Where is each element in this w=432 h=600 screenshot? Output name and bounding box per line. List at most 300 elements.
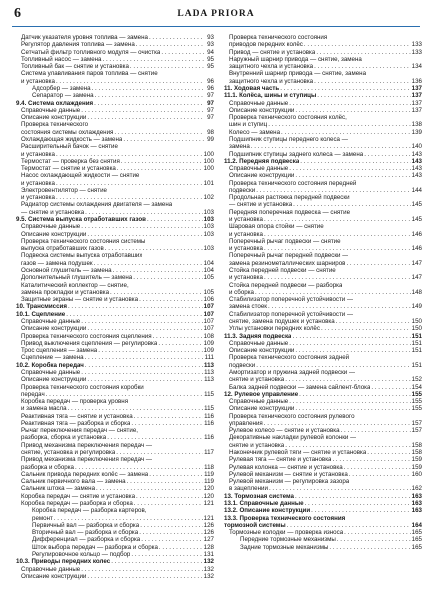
dot-leader: [316, 49, 410, 56]
toc-entry: [224, 252, 422, 259]
toc-entry-title: Сальник штока — замена: [21, 485, 96, 493]
toc-entry-title: Стабилизатор поперечной устойчивости —: [229, 310, 354, 318]
toc-entry-title: Рулевой механизм — регулировка зазора: [229, 478, 350, 486]
toc-entry: [16, 56, 214, 63]
toc-entry: [224, 318, 422, 325]
dot-leader: [68, 405, 204, 412]
toc-entry-title: 13. Тормозная система: [224, 492, 294, 500]
toc-entry-title: Привод — снятие и установка: [229, 48, 316, 56]
toc-entry-title: Охлаждающая жидкость — замена: [21, 135, 123, 143]
dot-leader: [332, 456, 410, 463]
dot-leader: [68, 303, 203, 310]
toc-entry-title: 10. Трансмиссия: [16, 303, 67, 311]
toc-entry-page: 119: [204, 478, 214, 486]
toc-entry-title: Описание конструкции: [229, 405, 295, 413]
toc-entry-page: 131: [203, 550, 214, 558]
toc-entry-page: 100: [203, 150, 214, 158]
dot-leader: [131, 420, 203, 427]
dot-leader: [336, 318, 411, 325]
dot-leader: [305, 500, 411, 507]
toc-entry-page: 152: [411, 376, 422, 384]
toc-entry: [224, 70, 422, 77]
toc-section-heading: [224, 493, 422, 500]
toc-entry: [16, 172, 214, 179]
toc-entry: [16, 85, 214, 92]
dot-leader: [344, 529, 411, 536]
toc-section-heading: [16, 362, 214, 369]
toc-entry-page: 132: [203, 572, 214, 580]
toc-entry: [16, 398, 214, 405]
toc-entry-title: в зацеплении: [229, 485, 268, 493]
toc-entry-title: Подшипник ступицы заднего колеса — замена: [229, 150, 364, 158]
toc-entry-title: Коробка передач — разборка картеров,: [32, 507, 147, 515]
toc-entry: [224, 121, 422, 128]
toc-entry-title: Описание конструкции: [229, 347, 295, 355]
toc-entry-page: 109: [203, 347, 214, 355]
dot-leader: [293, 201, 411, 208]
toc-entry-title: и установка: [229, 274, 263, 282]
toc-entry-title: Топливный бак — снятие и установка: [21, 63, 129, 71]
toc-entry: [16, 405, 214, 412]
toc-section-heading: [224, 522, 422, 529]
dot-leader: [287, 522, 411, 529]
toc-entry-title: Привод механизма переключения передач —: [21, 456, 153, 464]
toc-entry-page: 155: [411, 390, 422, 398]
toc-entry-title: Задние тормозные механизмы: [240, 543, 329, 551]
dot-leader: [56, 151, 203, 158]
toc-entry-title: Углы установки передних колёс: [229, 325, 320, 333]
toc-entry-title: Справочные данные: [21, 223, 81, 231]
toc-entry-title: Первичный вал — разборка и сборка: [32, 521, 140, 529]
toc-entry-page: 120: [203, 492, 214, 500]
toc-entry-page: 108: [203, 332, 214, 340]
toc-entry: [16, 187, 214, 194]
toc-entry-title: Сальник первичного вала — замена: [21, 478, 126, 486]
toc-entry-title: Вторичный вал — разборка и сборка: [32, 529, 139, 537]
toc-entry-page: 149: [411, 303, 422, 311]
toc-entry: [224, 354, 422, 361]
toc-entry-page: 165: [411, 536, 422, 544]
toc-entry-title: 13.2. Описание конструкции: [224, 507, 311, 515]
toc-entry-title: Регулятор давления топлива — замена: [21, 41, 135, 49]
dot-leader: [139, 529, 202, 536]
toc-entry-title: защитного чехла и установка: [229, 63, 314, 71]
dot-leader: [54, 515, 203, 522]
toc-entry-title: тормозной системы: [224, 521, 286, 529]
toc-entry-title: 11.1. Колёса, шины и ступицы: [224, 92, 317, 100]
dot-leader: [295, 493, 411, 500]
toc-entry-page: 116: [204, 412, 214, 420]
toc-entry-title: Справочные данные: [229, 339, 289, 347]
toc-entry-title: Стойка передней подвески — снятие: [229, 267, 336, 274]
toc-entry-page: 107: [203, 325, 214, 333]
toc-entry: [16, 485, 214, 492]
toc-entry-title: и установка: [21, 194, 55, 202]
toc-entry-page: 96: [207, 84, 214, 92]
toc-entry-page: 105: [203, 288, 214, 296]
toc-entry-page: 103: [203, 245, 214, 253]
toc-entry-page: 93: [207, 41, 214, 49]
dot-leader: [285, 376, 410, 383]
toc-entry: [16, 515, 214, 522]
toc-entry-title: передач: [21, 390, 45, 398]
toc-entry-page: 107: [203, 317, 214, 325]
toc-entry-page: 160: [411, 470, 422, 478]
dot-leader: [304, 41, 411, 48]
toc-entry-title: Сепаратор — замена: [32, 92, 94, 100]
toc-entry: [224, 485, 422, 492]
toc-entry-page: 145: [411, 216, 422, 224]
toc-entry: [224, 303, 422, 310]
dot-leader: [268, 121, 410, 128]
toc-entry: [224, 143, 422, 150]
toc-entry-title: Реактивная тяга — разборка и сборка: [21, 419, 131, 427]
toc-entry-title: Электровентилятор — снятие: [21, 186, 107, 194]
toc-entry-title: разборка, сборка и установка: [21, 434, 107, 442]
toc-section-heading: [16, 311, 214, 318]
toc-entry-page: 109: [203, 339, 214, 347]
toc-entry: [16, 333, 214, 340]
dot-leader: [149, 471, 203, 478]
dot-leader: [329, 544, 410, 551]
toc-entry: [224, 384, 422, 391]
dot-leader: [149, 34, 204, 41]
toc-entry: [16, 573, 214, 580]
toc-entry-title: Справочные данные: [21, 565, 81, 573]
toc-entry-title: и установка: [21, 150, 55, 158]
toc-entry-title: Термостат — проверка без снятия: [21, 157, 120, 165]
toc-entry-page: 134: [411, 63, 422, 71]
toc-entry-page: 116: [204, 434, 214, 442]
toc-entry-title: Проверка технического состояния системы: [21, 237, 146, 245]
toc-entry-title: 13.1. Справочные данные: [224, 500, 304, 507]
toc-entry: [224, 282, 422, 289]
dot-leader: [134, 500, 203, 507]
toc-entry-page: 103: [203, 208, 214, 216]
dot-leader: [85, 362, 203, 369]
dot-leader: [98, 347, 202, 354]
toc-section-heading: [224, 515, 422, 522]
toc-entry-title: управления: [229, 419, 263, 427]
toc-entry: [16, 136, 214, 143]
dot-leader: [136, 493, 203, 500]
toc-entry: [16, 340, 214, 347]
dot-leader: [281, 129, 411, 136]
dot-leader: [153, 333, 203, 340]
toc-entry-title: Амортизатор и пружина задней подвески —: [229, 368, 356, 376]
toc-entry: [224, 100, 422, 107]
dot-leader: [133, 274, 202, 281]
toc-entry: [224, 420, 422, 427]
dot-leader: [159, 544, 203, 551]
toc-entry-page: 103: [203, 216, 214, 224]
toc-entry-title: Радиатор системы охлаждения двигателя — замена: [21, 201, 173, 209]
toc-entry-title: Регулировочное кольцо — подбор: [32, 550, 131, 558]
toc-entry-title: Наружный шарнир привода — снятие, замена: [229, 55, 362, 63]
toc-entry-page: 137: [411, 99, 422, 107]
toc-entry-page: 157: [411, 419, 422, 427]
toc-entry-title: Рулевая колонка — снятие и установка: [229, 463, 343, 471]
dot-leader: [158, 340, 202, 347]
dot-leader: [95, 92, 204, 99]
toc-entry-title: Коробка передач — проверка уровня: [21, 398, 129, 406]
toc-entry-page: 121: [203, 514, 214, 522]
toc-entry: [224, 34, 422, 41]
toc-entry-title: 13.3. Проверка технического состояния: [224, 514, 346, 522]
dot-leader: [147, 216, 203, 223]
toc-entry-title: Подшипник ступицы переднего колеса —: [229, 135, 348, 143]
toc-entry-page: 155: [411, 405, 422, 413]
toc-entry: [16, 391, 214, 398]
toc-entry: [224, 129, 422, 136]
toc-entry-page: 97: [207, 92, 214, 100]
toc-entry-page: 164: [411, 521, 422, 529]
dot-leader: [341, 427, 411, 434]
toc-entry-page: 97: [207, 106, 214, 114]
dot-leader: [264, 231, 411, 238]
toc-entry: [16, 231, 214, 238]
book-title: LADA PRIORA: [177, 9, 255, 19]
toc-entry-title: и установка: [229, 230, 263, 238]
toc-section-heading: [224, 92, 422, 99]
toc-entry: [224, 544, 422, 551]
toc-entry: [224, 238, 422, 245]
dot-leader: [280, 85, 410, 92]
dot-leader: [349, 471, 411, 478]
toc-entry-page: 155: [411, 398, 422, 406]
toc-entry-title: Описание конструкции: [21, 376, 87, 384]
toc-entry: [224, 274, 422, 281]
toc-entry-title: и замена масла: [21, 405, 67, 413]
toc-entry-page: 94: [207, 48, 214, 56]
toc-entry-title: 9.4. Система охлаждения: [16, 99, 94, 107]
toc-entry-page: 165: [411, 543, 422, 551]
toc-entry: [16, 274, 214, 281]
toc-entry-page: 113: [204, 376, 214, 384]
toc-entry-page: 117: [204, 449, 214, 457]
toc-section-heading: [16, 100, 214, 107]
toc-entry: [224, 347, 422, 354]
toc-entry: [16, 369, 214, 376]
toc-entry: [224, 245, 422, 252]
dot-leader: [300, 158, 410, 165]
toc-entry: [16, 566, 214, 573]
toc-entry-title: Топливный насос — замена: [21, 55, 102, 63]
toc-entry-title: Адсорбер — замена: [32, 84, 91, 92]
toc-entry-title: Сетчатый фильтр топливного модуля — очистка: [21, 48, 161, 56]
toc-entry: [16, 151, 214, 158]
toc-entry-title: снятие, замена подушек и установка: [229, 317, 335, 325]
toc-entry-title: Поперечный рычаг передней подвески —: [229, 252, 349, 260]
toc-entry-page: 133: [411, 41, 422, 49]
toc-entry-page: 157: [411, 427, 422, 435]
toc-entry: [16, 529, 214, 536]
toc-entry-page: 115: [204, 405, 214, 413]
toc-entry: [224, 413, 422, 420]
dot-leader: [87, 231, 202, 238]
toc-entry-title: Шток выбора передач — разборка и сборка: [32, 543, 158, 551]
toc-entry-page: 100: [203, 165, 214, 173]
page-header: [12, 4, 420, 27]
toc-entry-page: 120: [203, 485, 214, 493]
dot-leader: [46, 391, 203, 398]
toc-entry: [16, 551, 214, 558]
toc-entry: [224, 369, 422, 376]
toc-entry: [224, 114, 422, 121]
toc-entry-title: Балка задней подвески — замена сайлент-блока: [229, 383, 371, 391]
dot-leader: [371, 384, 410, 391]
toc-entry: [224, 223, 422, 230]
toc-entry-title: Шаровая опора стойки — снятие: [229, 223, 324, 231]
toc-entry-page: 150: [411, 317, 422, 325]
toc-entry-page: 99: [207, 135, 214, 143]
toc-entry: [224, 398, 422, 405]
toc-entry-title: Дифференциал — разборка и сборка: [32, 536, 141, 544]
toc-entry-title: Дополнительный глушитель — замена: [21, 274, 133, 282]
toc-entry: [224, 172, 422, 179]
toc-entry: [224, 78, 422, 85]
dot-leader: [317, 92, 410, 99]
dot-leader: [269, 485, 411, 492]
dot-leader: [111, 558, 202, 565]
toc-entry-title: Справочные данные: [21, 106, 81, 114]
toc-entry-title: снятие и установка: [229, 376, 285, 384]
toc-entry-title: замена: [229, 143, 250, 151]
toc-entry: [16, 209, 214, 216]
toc-entry-title: защитного чехла и установка: [229, 77, 314, 85]
toc-entry-title: — снятие и установка: [21, 208, 85, 216]
toc-entry-page: 128: [203, 543, 214, 551]
toc-entry-title: и установка: [21, 77, 55, 85]
toc-entry-title: 11.2. Передняя подвеска: [224, 157, 300, 165]
toc-entry: [16, 536, 214, 543]
toc-entry-title: Справочные данные: [229, 398, 289, 406]
toc-entry-title: Справочные данные: [229, 99, 289, 107]
toc-entry-title: снятие и установка: [229, 441, 285, 449]
dot-leader: [295, 172, 410, 179]
toc-entry-title: Описание конструкции: [229, 172, 295, 180]
toc-section-heading: [16, 216, 214, 223]
toc-entry: [224, 376, 422, 383]
toc-entry-title: 10.2. Коробка передач: [16, 361, 84, 369]
toc-entry-page: 97: [207, 99, 214, 107]
toc-entry: [16, 522, 214, 529]
toc-entry: [16, 129, 214, 136]
dot-leader: [264, 420, 411, 427]
toc-entry-page: 137: [411, 106, 422, 114]
dot-leader: [121, 158, 203, 165]
toc-entry: [16, 456, 214, 463]
toc-entry: [16, 471, 214, 478]
toc-entry: [224, 194, 422, 201]
toc-entry: [16, 201, 214, 208]
toc-entry-title: Система улавливания паров топлива — снятие: [21, 70, 158, 78]
toc-entry: [224, 63, 422, 70]
toc-entry-page: 127: [203, 536, 214, 544]
toc-section-heading: [224, 507, 422, 514]
toc-entry-page: 147: [411, 274, 422, 282]
toc-entry-page: 101: [203, 179, 214, 187]
toc-section-heading: [16, 558, 214, 565]
toc-entry-title: Наконечник рулевой тяги — снятие и установка: [229, 449, 367, 457]
page-number: 6: [14, 6, 21, 21]
toc-entry: [16, 180, 214, 187]
toc-entry-title: Проверка технического состояния колёс,: [229, 114, 347, 122]
dot-leader: [289, 165, 410, 172]
toc-entry-title: Проверка технического состояния рулевого: [229, 412, 355, 420]
toc-entry: [224, 464, 422, 471]
toc-entry-title: Насос охлаждающей жидкости — снятие: [21, 172, 140, 180]
toc-entry: [16, 252, 214, 259]
toc-entry-page: 162: [411, 485, 422, 493]
dot-leader: [141, 536, 202, 543]
dot-leader: [56, 194, 203, 201]
toc-entry-page: 133: [411, 48, 422, 56]
toc-entry-page: 105: [203, 274, 214, 282]
toc-entry-page: 93: [207, 34, 214, 41]
toc-section-heading: [224, 158, 422, 165]
toc-entry-page: 115: [204, 390, 214, 398]
toc-entry-title: Расширительный бачок — снятие: [21, 143, 118, 151]
dot-leader: [96, 485, 203, 492]
dot-leader: [87, 325, 202, 332]
dot-leader: [289, 398, 410, 405]
dot-leader: [264, 245, 411, 252]
toc-entry: [16, 143, 214, 150]
toc-section-heading: [224, 391, 422, 398]
toc-entry-page: 150: [411, 325, 422, 333]
toc-entry-page: 96: [207, 77, 214, 85]
toc-entry: [224, 136, 422, 143]
toc-entry-page: 148: [411, 288, 422, 296]
toc-entry-page: 143: [411, 150, 422, 158]
toc-entry-page: 163: [411, 507, 422, 515]
toc-entry-title: Описание конструкции: [21, 325, 87, 333]
toc-entry: [16, 464, 214, 471]
dot-leader: [289, 340, 410, 347]
dot-leader: [337, 536, 411, 543]
toc-entry: [16, 49, 214, 56]
toc-entry-title: газов — замена подушек: [21, 259, 93, 267]
toc-entry: [224, 267, 422, 274]
toc-entry: [16, 427, 214, 434]
toc-entry-title: 10.3. Приводы передних колес: [16, 558, 111, 566]
toc-entry: [224, 456, 422, 463]
toc-entry-title: Проверка технического состояния передней: [229, 179, 357, 187]
dot-leader: [56, 78, 204, 85]
toc-entry-title: состояния системы охлаждения: [21, 128, 114, 136]
toc-entry-page: 132: [203, 565, 214, 573]
dot-leader: [127, 478, 204, 485]
toc-entry-page: 95: [207, 55, 214, 63]
toc-entry-page: 143: [411, 172, 422, 180]
toc-entry-page: 136: [411, 77, 422, 85]
dot-leader: [364, 151, 410, 158]
toc-entry-title: Привод выключения сцепления — регулировка: [21, 339, 158, 347]
toc-entry: [224, 340, 422, 347]
dot-leader: [295, 107, 410, 114]
toc-entry-page: 137: [411, 84, 422, 92]
toc-entry-title: 9.5. Система выпуска отработавших газов: [16, 216, 146, 224]
toc-entry: [16, 63, 214, 70]
toc-entry-page: 111: [204, 354, 214, 362]
toc-entry-page: 138: [411, 121, 422, 129]
toc-entry-page: 151: [411, 347, 422, 355]
toc-entry-page: 151: [411, 339, 422, 347]
toc-entry-page: 118: [204, 463, 214, 471]
toc-entry-title: 11.3. Задняя подвеска: [224, 332, 292, 340]
toc-entry-page: 146: [411, 245, 422, 253]
